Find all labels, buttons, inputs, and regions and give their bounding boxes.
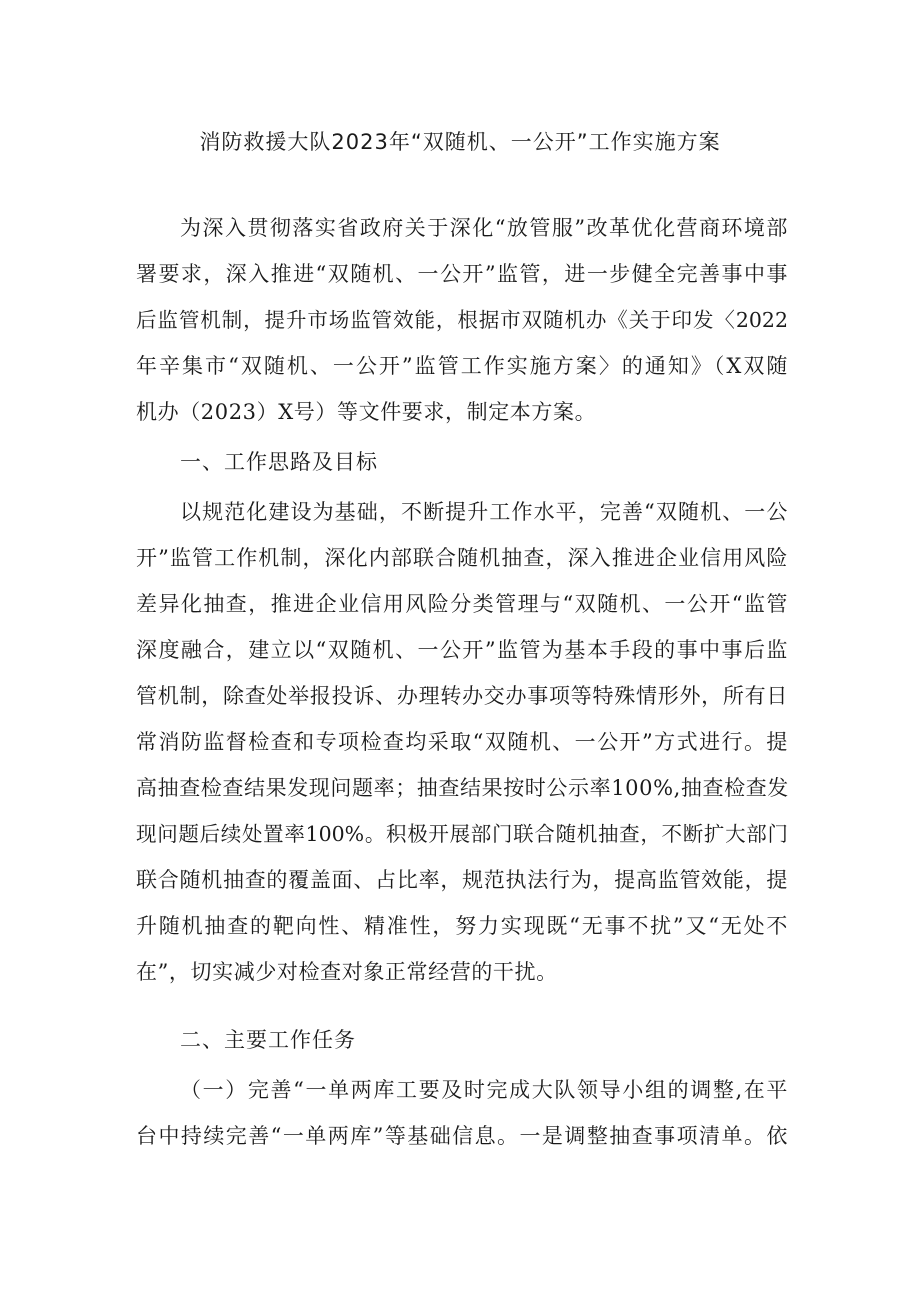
intro-line: 机办（2023）X号）等文件要求，制定本方案。	[136, 400, 597, 424]
section1-line: 联合随机抽查的覆盖面、占比率，规范执法行为，提高监管效能，提	[136, 868, 788, 892]
intro-line: 署要求，深入推进“双随机、一公开”监管，进一步健全完善事中事	[136, 262, 788, 286]
intro-line: 后监管机制，提升市场监管效能，根据市双随机办《关于印发〈2022	[136, 308, 788, 332]
section-heading-2: 二、主要工作任务	[180, 1028, 356, 1052]
section1-line: 升随机抽查的靶向性、精准性，努力实现既“无事不扰”又“无处不	[136, 914, 788, 938]
section1-line: 开”监管工作机制，深化内部联合随机抽查，深入推进企业信用风险	[136, 546, 788, 570]
section1-line: 深度融合，建立以“双随机、一公开”监管为基本手段的事中事后监	[136, 638, 788, 662]
section1-line: 在”，切实减少对检查对象正常经营的干扰。	[136, 960, 558, 984]
intro-line: 年辛集市“双随机、一公开”监管工作实施方案〉的通知》（X双随	[136, 354, 788, 378]
section1-line: 以规范化建设为基础，不断提升工作水平，完善“双随机、一公	[180, 500, 788, 524]
document-title: 消防救援大队2023年“双随机、一公开”工作实施方案	[199, 130, 721, 154]
section1-line: 现问题后续处置率100%。积极开展部门联合随机抽查，不断扩大部门	[136, 822, 788, 846]
section2-line: 台中持续完善“一单两库”等基础信息。一是调整抽查事项清单。依	[136, 1124, 788, 1148]
section1-line: 常消防监督检查和专项检查均采取“双随机、一公开”方式进行。提	[136, 730, 789, 754]
intro-line: 为深入贯彻落实省政府关于深化“放管服”改革优化营商环境部	[180, 216, 788, 240]
section-heading-1: 一、工作思路及目标	[180, 450, 378, 474]
section1-line: 高抽查检查结果发现问题率；抽查结果按时公示率100%,抽查检查发	[136, 776, 789, 800]
section2-line: （一）完善“一单两库工要及时完成大队领导小组的调整,在平	[180, 1078, 788, 1102]
section1-line: 差异化抽查，推进企业信用风险分类管理与“双随机、一公开“监管	[136, 592, 789, 616]
section1-line: 管机制，除查处举报投诉、办理转办交办事项等特殊情形外，所有日	[136, 684, 788, 708]
